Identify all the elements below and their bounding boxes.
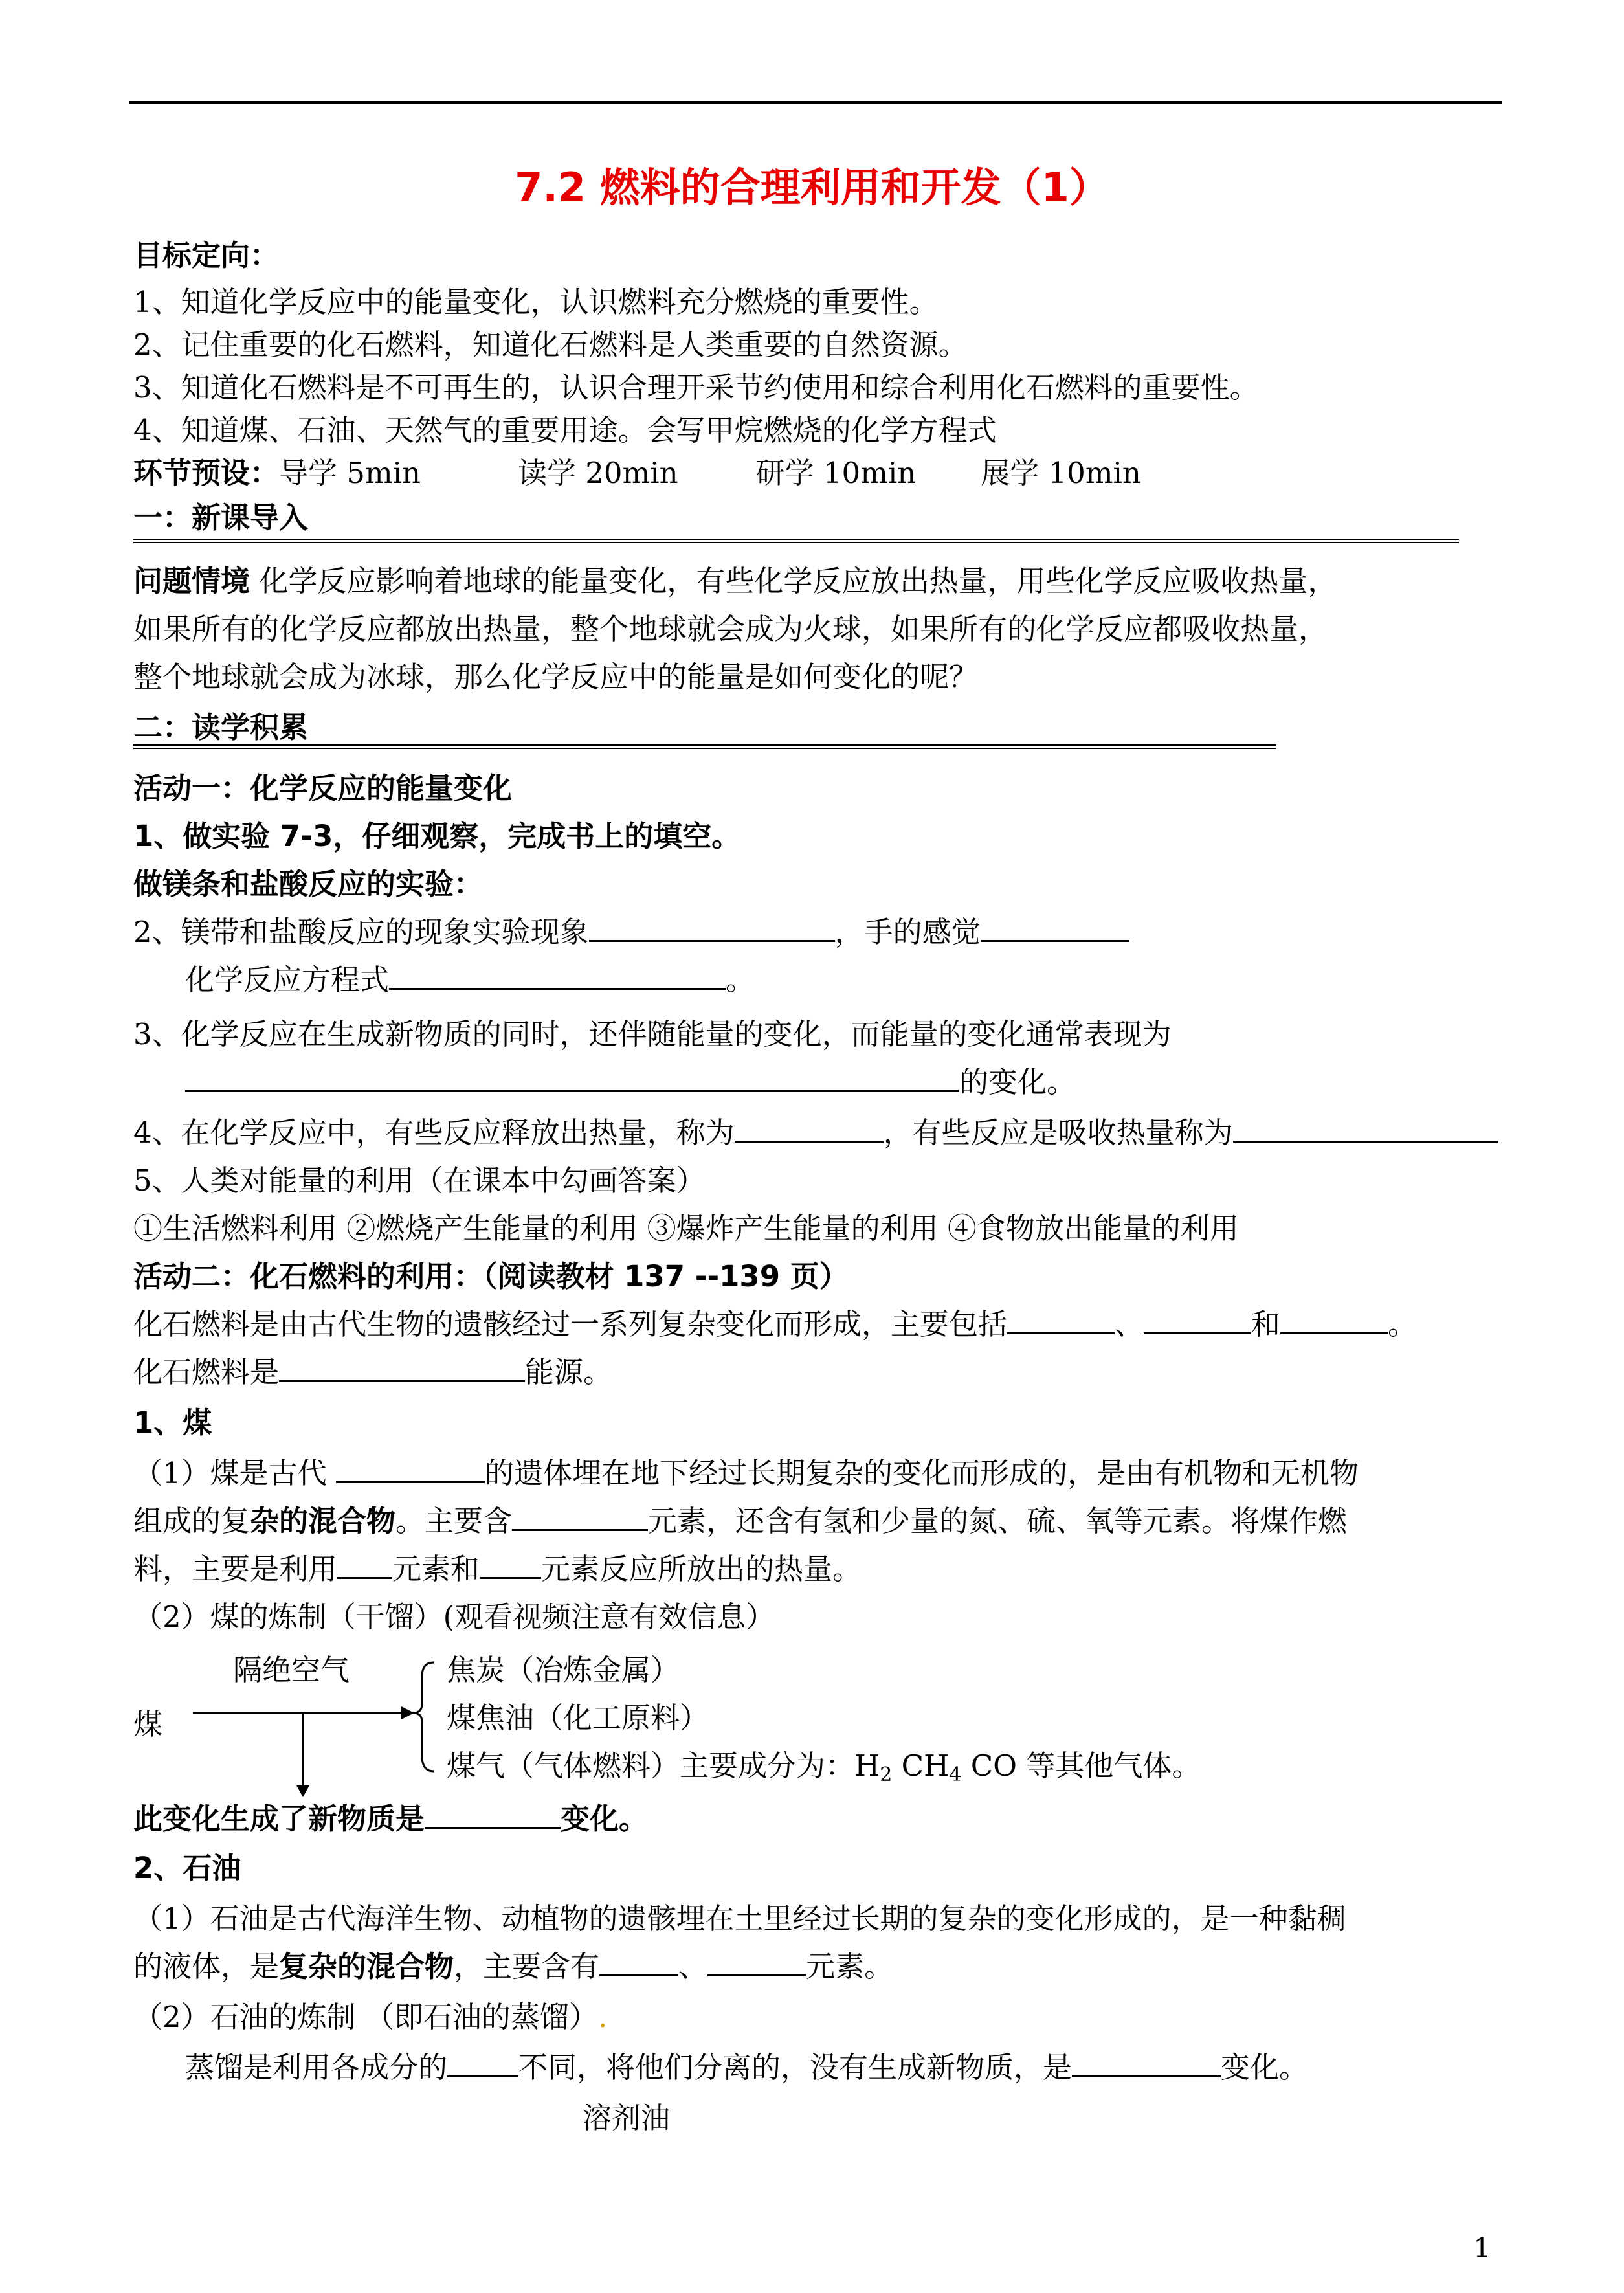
page-title: 7.2 燃料的合理利用和开发（1） <box>515 164 1109 211</box>
question-text: 化学反应方程式 <box>185 963 390 997</box>
schedule-label: 环节预设： <box>133 456 280 490</box>
coal-emphasis: 杂的混合物 <box>250 1504 396 1538</box>
answer-blank[interactable] <box>1072 2048 1221 2077</box>
coal-line <box>133 1454 1359 1493</box>
answer-blank[interactable] <box>447 2048 518 2077</box>
schedule-line <box>133 454 1141 493</box>
subscript: 4 <box>949 1763 962 1786</box>
answer-blank[interactable] <box>589 913 835 942</box>
question-line <box>133 1113 1498 1152</box>
schedule-item: 研学 10min <box>755 456 917 490</box>
fossil-text: 能源。 <box>525 1355 613 1389</box>
diagram-label-isolate: 隔绝空气 <box>233 1653 350 1687</box>
oil-line <box>185 2048 1308 2087</box>
oil-mark: . <box>597 2000 608 2034</box>
uses-list: ①生活燃料利用 ②燃烧产生能量的利用 ③爆炸产生能量的利用 ④食物放出能量的利用 <box>133 1211 1239 1246</box>
answer-blank[interactable] <box>389 961 726 990</box>
objective-item: 3、知道化石燃料是不可再生的，认识合理开采节约使用和综合利用化石燃料的重要性。 <box>133 370 1259 405</box>
diagram-product: 焦炭（冶炼金属） <box>447 1653 680 1687</box>
oil-text: 变化。 <box>1221 2050 1309 2085</box>
brace <box>413 1662 434 1771</box>
separator: 和 <box>1251 1307 1281 1341</box>
arrow-head <box>401 1706 414 1719</box>
coal-line <box>133 1550 862 1589</box>
separator: 。 <box>1388 1307 1418 1341</box>
question-text: 的变化。 <box>959 1065 1076 1099</box>
down-arrow-head <box>296 1785 309 1797</box>
question-line <box>185 1063 1076 1102</box>
question-text: 5、人类对能量的利用（在课本中勾画答案） <box>133 1163 706 1198</box>
diagram-label-coal: 煤 <box>133 1707 163 1741</box>
change-text: 此变化生成了新物质是 <box>133 1802 425 1836</box>
objective-item: 1、知道化学反应中的能量变化，认识燃料充分燃烧的重要性。 <box>133 285 939 319</box>
diagram-product: 煤焦油（化工原料） <box>447 1701 709 1735</box>
oil-line: （1）石油是古代海洋生物、动植物的遗骸埋在土里经过长期的复杂的变化形成的，是一种黏稠 <box>133 1901 1346 1936</box>
change-line <box>133 1800 648 1839</box>
diagram-product <box>447 1747 1201 1795</box>
answer-blank[interactable] <box>425 1800 561 1829</box>
coal-text: 的遗体埋在地下经过长期复杂的变化而形成的，是由有机物和无机物 <box>484 1456 1359 1490</box>
oil-text: （2）石油的炼制 （即石油的蒸馏） <box>133 2000 598 2034</box>
oil-line: 溶剂油 <box>583 2101 671 2135</box>
question-text: ，有些反应是吸收热量称为 <box>883 1115 1233 1150</box>
answer-blank[interactable] <box>337 1550 392 1579</box>
question-text: 2、镁带和盐酸反应的现象实验现象 <box>133 915 589 949</box>
question-text: 。 <box>726 963 755 997</box>
answer-blank[interactable] <box>185 1063 959 1092</box>
oil-text: 的液体，是 <box>133 1949 280 1984</box>
product-text: CH <box>892 1749 950 1783</box>
answer-blank[interactable] <box>599 1947 678 1976</box>
oil-text: 不同，将他们分离的，没有生成新物质，是 <box>518 2050 1073 2085</box>
objectives-heading: 目标定向： <box>133 238 280 273</box>
answer-blank[interactable] <box>1144 1305 1251 1334</box>
coal-text: 料，主要是利用 <box>133 1552 338 1586</box>
distillation-diagram <box>129 1644 453 1800</box>
oil-emphasis: 复杂的混合物 <box>279 1949 454 1984</box>
answer-blank[interactable] <box>1007 1305 1115 1334</box>
activity-heading: 活动二：化石燃料的利用：（阅读教材 137 --139 页） <box>133 1259 849 1293</box>
coal-text: 。主要含 <box>395 1504 513 1538</box>
scenario-text: 化学反应影响着地球的能量变化，有些化学反应放出热量，用些化学反应吸收热量， <box>259 564 1337 598</box>
answer-blank[interactable] <box>279 1353 525 1382</box>
change-text: 变化。 <box>561 1802 649 1836</box>
oil-line <box>133 1998 607 2037</box>
page-number: 1 <box>1473 2232 1491 2264</box>
activity-heading: 活动一：化学反应的能量变化 <box>133 771 513 805</box>
product-text: 煤气（气体燃料）主要成分为：H <box>447 1749 880 1783</box>
answer-blank[interactable] <box>1280 1305 1388 1334</box>
coal-text: 元素，还含有氢和少量的氮、硫、氧等元素。将煤作燃 <box>648 1504 1348 1538</box>
section-rule <box>133 744 1276 749</box>
scenario-label: 问题情境 <box>133 564 250 598</box>
question-line <box>185 961 755 1000</box>
subsection-heading: 2、石油 <box>133 1851 241 1885</box>
fossil-line <box>133 1353 612 1392</box>
question-text: 3、化学反应在生成新物质的同时，还伴随能量的变化，而能量的变化通常表现为 <box>133 1017 1172 1051</box>
answer-blank[interactable] <box>336 1454 485 1483</box>
separator: 、 <box>1115 1307 1144 1341</box>
schedule-item: 展学 10min <box>981 456 1141 490</box>
fossil-text: 化石燃料是由古代生物的遗骸经过一系列复杂变化而形成，主要包括 <box>133 1307 1008 1341</box>
scenario-text: 如果所有的化学反应都放出热量，整个地球就会成为火球，如果所有的化学反应都吸收热量， <box>133 612 1328 646</box>
answer-blank[interactable] <box>1233 1113 1498 1143</box>
fossil-line <box>133 1305 1417 1344</box>
coal-line: （2）煤的炼制（干馏）(观看视频注意有效信息） <box>133 1600 775 1634</box>
question-line <box>133 913 1129 952</box>
subsection-heading: 1、煤 <box>133 1405 212 1440</box>
coal-text: （1）煤是古代 <box>133 1456 336 1490</box>
question-text: 4、在化学反应中，有些反应释放出热量，称为 <box>133 1115 735 1150</box>
scenario-line <box>133 562 1337 601</box>
schedule-item: 导学 5min <box>279 456 421 490</box>
oil-text: ，主要含有 <box>454 1949 600 1984</box>
oil-line <box>133 1947 893 1986</box>
coal-text: 元素和 <box>392 1552 480 1586</box>
answer-blank[interactable] <box>512 1502 648 1531</box>
objective-item: 4、知道煤、石油、天然气的重要用途。会写甲烷燃烧的化学方程式 <box>133 413 997 447</box>
coal-text: 组成的复 <box>133 1504 250 1538</box>
coal-text: 元素反应所放出的热量。 <box>541 1552 862 1586</box>
answer-blank[interactable] <box>981 913 1129 942</box>
experiment-line: 做镁条和盐酸反应的实验： <box>133 867 484 901</box>
answer-blank[interactable] <box>480 1550 541 1579</box>
section-rule <box>133 539 1459 543</box>
question-text: ，手的感觉 <box>834 915 981 949</box>
schedule-item: 读学 20min <box>518 456 678 490</box>
header-rule <box>129 101 1502 104</box>
product-text: CO 等其他气体。 <box>961 1749 1201 1783</box>
answer-blank[interactable] <box>735 1113 884 1143</box>
subscript: 2 <box>880 1763 893 1786</box>
section-heading: 二：读学积累 <box>133 710 309 744</box>
oil-text: 元素。 <box>806 1949 894 1984</box>
section-heading: 一：新课导入 <box>133 500 309 535</box>
experiment-line: 1、做实验 7-3，仔细观察，完成书上的填空。 <box>133 819 741 853</box>
oil-text: 蒸馏是利用各成分的 <box>185 2050 448 2085</box>
scenario-text: 整个地球就会成为冰球，那么化学反应中的能量是如何变化的呢？ <box>133 660 979 694</box>
answer-blank[interactable] <box>707 1947 806 1976</box>
coal-line <box>133 1502 1347 1541</box>
objective-item: 2、记住重要的化石燃料，知道化石燃料是人类重要的自然资源。 <box>133 328 968 362</box>
oil-text: 、 <box>678 1949 708 1984</box>
fossil-text: 化石燃料是 <box>133 1355 280 1389</box>
